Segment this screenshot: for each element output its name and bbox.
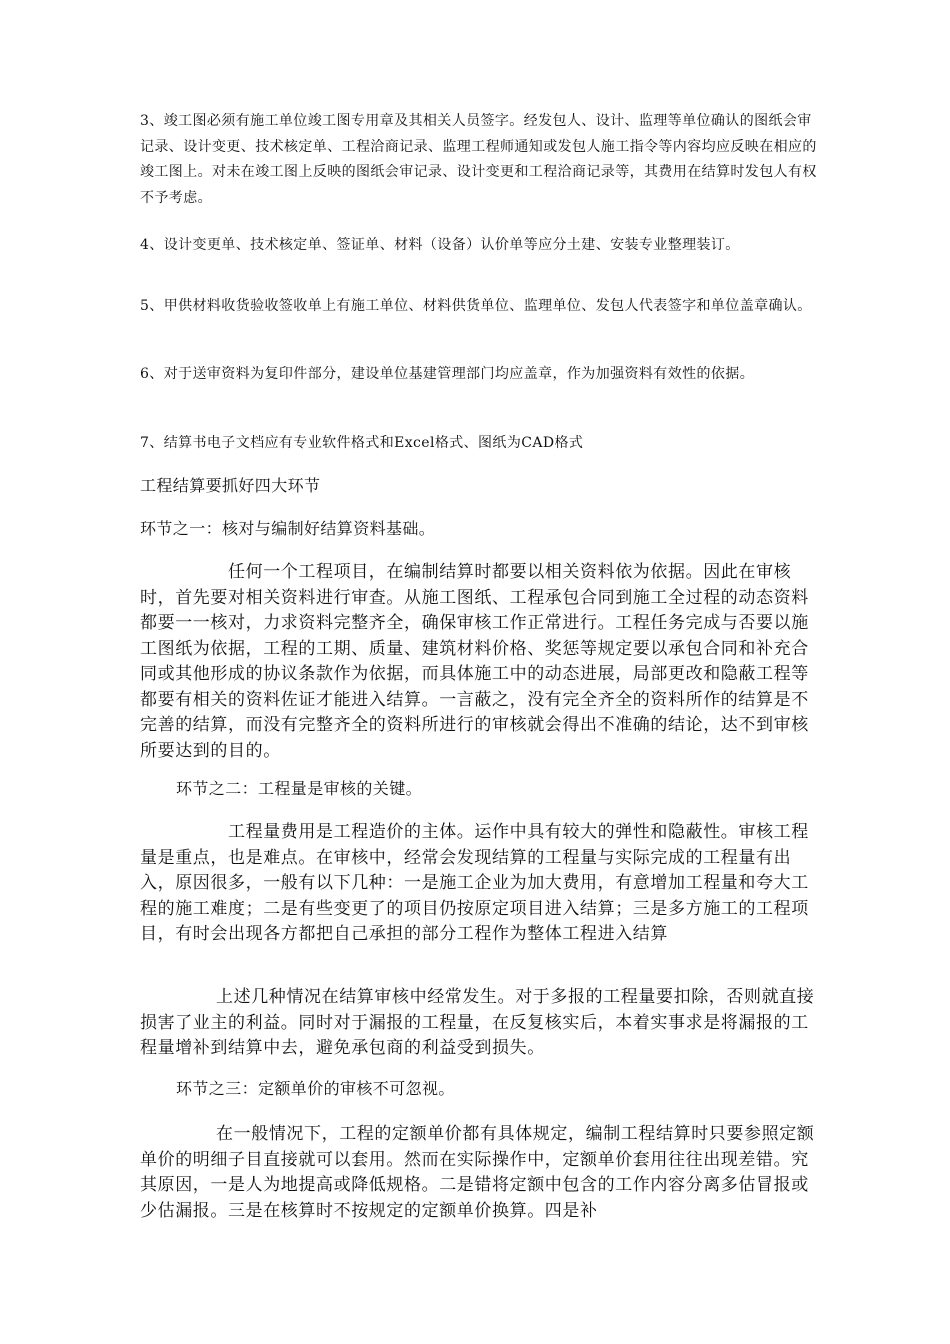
link-3-title: 环节之三：定额单价的审核不可忽视。	[176, 1079, 455, 1098]
link-1-body: 任何一个工程项目，在编制结算时都要以相关资料依为依据。因此在审核时，首先要对相关资料进行审查。从施工图纸、工程承包合同到施工全过程的动态资料都要一一核对，力求资料完整齐全，确保审核工作正常进行。工程任务完成与否要以施工图纸为依据，工程的工期、质量、建筑材料价格、奖惩等规定要以承包合同和补充合同或其他形成的协议条款作为依据，而具体施工中的动态进展，局部更改和隐蔽工程等都要有相关的资料佐证才能进入结算。一言蔽之，没有完全齐全的资料所作的结算是不完善的结算，而没有完整齐全的资料所进行的审核就会得出不准确的结论，达不到审核所要达到的目的。	[140, 562, 809, 761]
paragraph-item-4: 4、设计变更单、技术核定单、签证单、材料（设备）认价单等应分土建、安装专业整理装订。	[140, 237, 740, 253]
paragraph-item-7: 7、结算书电子文档应有专业软件格式和Excel格式、图纸为CAD格式	[140, 435, 584, 451]
link-1-title: 环节之一：核对与编制好结算资料基础。	[140, 519, 436, 538]
paragraph-item-5: 5、甲供材料收货验收签收单上有施工单位、材料供货单位、监理单位、发包人代表签字和单位盖章确认。	[140, 298, 812, 314]
link-3-body: 在一般情况下，工程的定额单价都有具体规定，编制工程结算时只要参照定额单价的明细子目直接就可以套用。然而在实际操作中，定额单价套用往往出现差错。究其原因，一是人为地提高或降低规格。二是错将定额中包含的工作内容分离多估冒报或少估漏报。三是在核算时不按规定的定额单价换算。四是补	[140, 1124, 815, 1221]
link-2-body-2: 上述几种情况在结算审核中经常发生。对于多报的工程量要扣除，否则就直接损害了业主的利益。同时对于漏报的工程量，在反复核实后，本着实事求是将漏报的工程量增补到结算中去，避免承包商的利益受到损失。	[140, 987, 815, 1058]
paragraph-item-6: 6、对于送审资料为复印件部分，建设单位基建管理部门均应盖章，作为加强资料有效性的依据。	[140, 366, 755, 382]
link-2-body: 工程量费用是工程造价的主体。运作中具有较大的弹性和隐蔽性。审核工程量是重点，也是难点。在审核中，经常会发现结算的工程量与实际完成的工程量有出入，原因很多，一般有以下几种：一是施工企业为加大费用，有意增加工程量和夸大工程的施工难度；二是有些变更了的项目仍按原定项目进入结算；三是多方施工的工程项目，有时会出现各方都把自己承担的部分工程作为整体工程进入结算	[140, 822, 809, 944]
paragraph-item-3: 3、竣工图必须有施工单位竣工图专用章及其相关人员签字。经发包人、设计、监理等单位确认的图纸会审记录、设计变更、技术核定单、工程洽商记录、监理工程师通知或发包人施工指令等内容均应反映在相应的竣工图上。对未在竣工图上反映的图纸会审记录、设计变更和工程洽商记录等，其费用在结算时发包人有权不予考虑。	[140, 113, 817, 206]
section-title: 工程结算要抓好四大环节	[140, 476, 321, 495]
link-2-title: 环节之二：工程量是审核的关键。	[176, 779, 423, 798]
